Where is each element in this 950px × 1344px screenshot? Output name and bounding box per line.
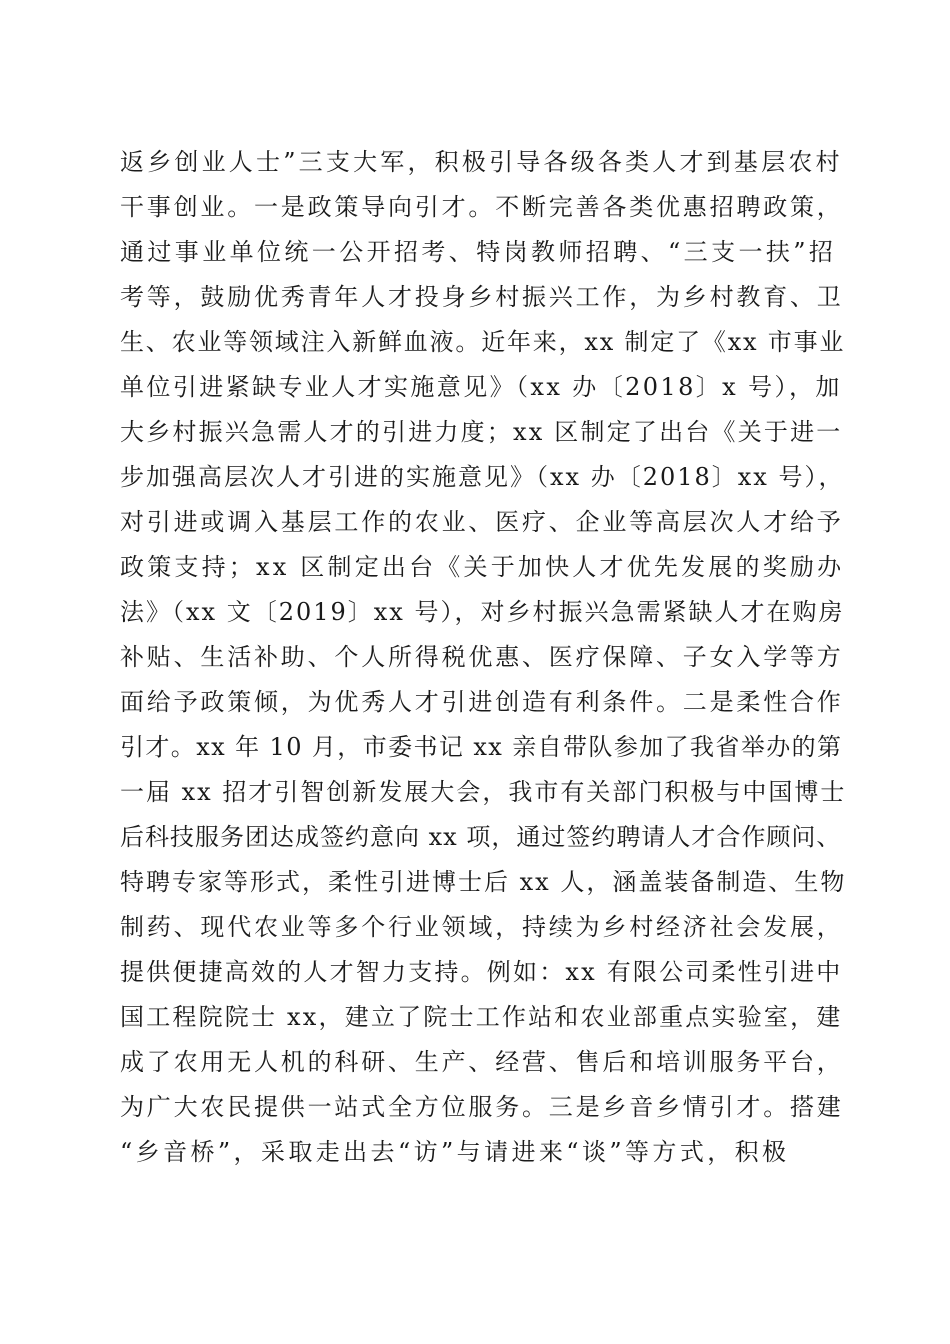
text-line: 政策支持；xx 区制定出台《关于加快人才优先发展的奖励办 xyxy=(120,553,845,581)
text-line: 补贴、生活补助、个人所得税优惠、医疗保障、子女入学等方 xyxy=(120,643,844,671)
text-line: 国工程院院士 xx，建立了院士工作站和农业部重点实验室，建 xyxy=(120,1003,843,1031)
text-line: 为广大农民提供一站式全方位服务。三是乡音乡情引才。搭建 xyxy=(120,1093,844,1121)
text-line: 引才。xx 年 10 月，市委书记 xx 亲自带队参加了我省举办的第 xyxy=(120,733,843,761)
text-line: 干事创业。一是政策导向引才。不断完善各类优惠招聘政策， xyxy=(120,193,844,221)
text-line: 后科技服务团达成签约意向 xx 项，通过签约聘请人才合作顾问、 xyxy=(120,823,842,851)
text-line: 一届 xx 招才引智创新发展大会，我市有关部门积极与中国博士 xyxy=(120,778,847,806)
text-line: 成了农用无人机的科研、生产、经营、售后和培训服务平台， xyxy=(120,1048,844,1076)
text-line: 提供便捷高效的人才智力支持。例如：xx 有限公司柔性引进中 xyxy=(120,958,843,986)
text-line: 单位引进紧缺专业人才实施意见》（xx 办〔2018〕x 号），加 xyxy=(120,373,842,401)
text-line: 大乡村振兴急需人才的引进力度；xx 区制定了出台《关于进一 xyxy=(120,418,843,446)
text-line: 考等，鼓励优秀青年人才投身乡村振兴工作，为乡村教育、卫 xyxy=(120,283,844,311)
body-paragraph xyxy=(120,140,847,1175)
text-line: 生、农业等领域注入新鲜血液。近年来，xx 制定了《xx 市事业 xyxy=(120,328,846,356)
text-line: 返乡创业人士”三支大军，积极引导各级各类人才到基层农村 xyxy=(120,148,843,176)
text-line: 步加强高层次人才引进的实施意见》（xx 办〔2018〕xx 号）， xyxy=(120,463,845,491)
text-line: 特聘专家等形式，柔性引进博士后 xx 人，涵盖装备制造、生物 xyxy=(120,868,847,896)
text-line: 制药、现代农业等多个行业领域，持续为乡村经济社会发展， xyxy=(120,913,844,941)
text-line: “乡音桥”，采取走出去“访”与请进来“谈”等方式，积极 xyxy=(120,1138,790,1166)
text-line: 法》（xx 文〔2019〕xx 号），对乡村振兴急需紧缺人才在购房 xyxy=(120,598,845,626)
text-line: 对引进或调入基层工作的农业、医疗、企业等高层次人才给予 xyxy=(120,508,844,536)
text-line: 面给予政策倾，为优秀人才引进创造有利条件。二是柔性合作 xyxy=(120,688,844,716)
text-line: 通过事业单位统一公开招考、特岗教师招聘、“三支一扶”招 xyxy=(120,238,837,266)
